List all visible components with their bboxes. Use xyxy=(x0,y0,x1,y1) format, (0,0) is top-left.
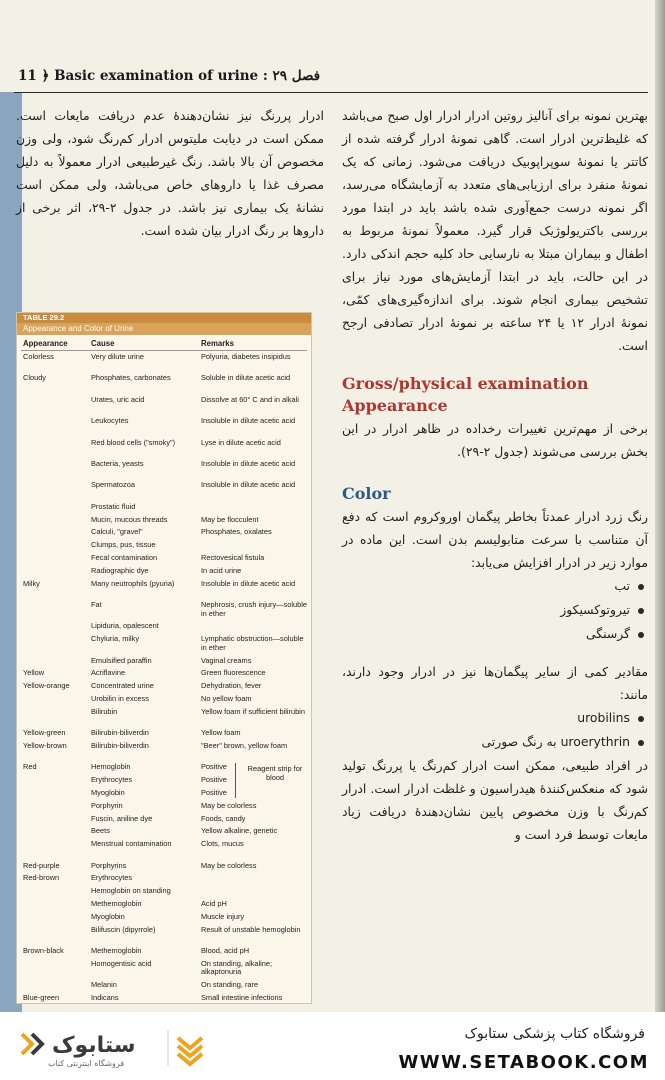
appearance-cell: Yellow-brown xyxy=(23,741,67,750)
cause-cell: Spermatozoa xyxy=(91,480,135,490)
header-title: Basic examination of urine xyxy=(54,68,259,84)
cause-cell: Hemoglobin on standing xyxy=(91,886,171,896)
left-column xyxy=(16,104,324,242)
cause-cell: Myoglobin xyxy=(91,911,125,921)
remarks-cell: May be colorless xyxy=(201,860,257,870)
pigments-paragraph: مقادیر کمی از سایر پیگمان‌ها نیز در ادرار وجود دارند، مانند: xyxy=(342,664,648,702)
cause-cell: Mucin, mucous threads xyxy=(91,514,168,524)
remarks-cell: Positive xyxy=(201,788,227,797)
appearance-cell: Red-purple xyxy=(23,860,60,870)
appearance-cell: Yellow-green xyxy=(23,728,66,738)
remarks-cell: Soluble in dilute acetic acid xyxy=(201,373,291,383)
appearance-cell: Yellow xyxy=(23,668,45,678)
cause-cell: Bilifuscin (dipyrrole) xyxy=(91,924,156,934)
appearance-heading: Appearance xyxy=(342,396,448,415)
appearance-cell: Milky xyxy=(23,578,40,588)
page-gutter xyxy=(655,0,665,1012)
store-footer xyxy=(0,1012,665,1080)
store-name: فروشگاه کتاب پزشکی ستابوک xyxy=(464,1026,645,1042)
remarks-cell: Insoluble in dilute acetic acid xyxy=(201,459,296,468)
urine-color-table xyxy=(16,312,312,1004)
cause-cell: Porphyrins xyxy=(91,860,127,870)
remarks-cell: May be colorless xyxy=(201,800,257,810)
cause-cell: Clumps, pus, tissue xyxy=(91,540,156,550)
cause-cell: Concentrated urine xyxy=(91,681,154,691)
header-left: 11 ﴿ Basic examination of urine : ۲۹ فصل xyxy=(18,68,321,84)
color-paragraph: رنگ زرد ادرار عمدتاً بخاطر پیگمان اوروکروم است که دفع آن متناسب با سرعت متابولیسم بدن است. این ماده در موارد زیر در ادرار افزایش می‌یابد: xyxy=(342,509,648,570)
remarks-cell: No yellow foam xyxy=(201,694,252,703)
cause-cell: Urates, uric acid xyxy=(91,394,145,404)
setabook-logo-icon xyxy=(18,1024,208,1070)
cause-cell: Fecal contamination xyxy=(91,553,158,562)
appearance-cell: Red-brown xyxy=(23,873,60,883)
page-number: 11 xyxy=(18,68,37,84)
remarks-cell: Insoluble in dilute acetic acid xyxy=(201,416,296,426)
closing-paragraph: در افراد طبیعی، ممکن است ادرار کم‌رنگ یا پررنگ تولید شود که منعکس‌کنندهٔ هیدراسیون و غلظت ادرار است. ادرار کم‌رنگ با وزن مخصوص پایین نشان‌دهندهٔ دریافت زیاد مایعات توسط فرد است و xyxy=(342,758,648,842)
cause-cell: Hemoglobin xyxy=(91,762,131,772)
left-paragraph: ادرار پررنگ نیز نشان‌دهندهٔ عدم دریافت مایعات است. ممکن است در دیابت ملیتوس ادرار کم‌رنگ شود، ولی وزن مخصوص آن بالا باشد. رنگ غیرطبیعی ادرار معمولاً به دلیل مصرف غذا یا داروهای خاص می‌باشد، ولی ممکن است نشانهٔ یک بیماری نیز باشد. در جدول ۲-۲۹، اثر برخی از داروها بر رنگ ادرار بیان شده است. xyxy=(16,108,324,238)
right-column xyxy=(342,104,648,846)
remarks-cell: Green fluorescence xyxy=(201,668,266,678)
list-item: urobilins xyxy=(342,706,630,730)
running-header xyxy=(14,62,648,93)
list-item: تب xyxy=(342,574,630,598)
cause-cell: Emulsified paraffin xyxy=(91,655,152,665)
remarks-cell: Dehydration, fever xyxy=(201,681,262,691)
remarks-cell: Nephrosis, crush injury—soluble in ether xyxy=(201,600,307,618)
brace-note: Reagent strip for blood xyxy=(247,764,303,782)
remarks-cell: Yellow foam xyxy=(201,728,241,738)
remarks-cell: Insoluble in dilute acetic acid xyxy=(201,480,296,490)
cause-cell: Bacteria, yeasts xyxy=(91,459,144,468)
pigment-list xyxy=(342,706,648,754)
appearance-cell: Brown-black xyxy=(23,946,64,955)
remarks-cell: Lyse in dilute acetic acid xyxy=(201,437,281,447)
brace-mark xyxy=(235,763,240,798)
remarks-cell: Foods, candy xyxy=(201,813,246,823)
appearance-cell: Cloudy xyxy=(23,373,47,383)
remarks-cell: On standing, alkaline; alkaptonuria xyxy=(201,958,273,977)
cause-cell: Porphyrin xyxy=(91,800,123,810)
remarks-cell: Dissolve at 60° C and in alkali xyxy=(201,394,299,404)
remarks-cell: May be flocculent xyxy=(201,514,259,524)
cause-cell: Radiographic dye xyxy=(91,565,149,575)
list-item: تیروتوکسیکوز xyxy=(342,598,630,622)
remarks-cell: Rectovesical fistula xyxy=(201,553,265,562)
remarks-cell: In acid urine xyxy=(201,565,242,575)
column-header-cause: Cause xyxy=(91,339,115,348)
header-rule xyxy=(21,350,307,351)
logo-wordmark: ستابوک xyxy=(52,1033,136,1058)
remarks-cell: Result of unstable hemoglobin xyxy=(201,924,301,934)
cause-cell: Fat xyxy=(91,600,102,609)
list-item: گرسنگی xyxy=(342,622,630,646)
cause-cell: Bilirubin xyxy=(91,706,118,716)
cause-cell: Very dilute urine xyxy=(91,352,144,361)
cause-cell: Myoglobin xyxy=(91,788,125,797)
cause-cell: Indicans xyxy=(91,993,119,1002)
remarks-cell: Yellow alkaline, genetic xyxy=(201,826,278,836)
store-url[interactable]: WWW.SETABOOK.COM xyxy=(398,1052,649,1073)
logo-subtitle: فروشگاه اینترنتی کتاب xyxy=(48,1059,125,1068)
remarks-cell: Blood, acid pH xyxy=(201,946,250,955)
cause-cell: Many neutrophils (pyuria) xyxy=(91,578,175,588)
appearance-paragraph: برخی از مهم‌ترین تغییرات رخداده در ظاهر ادرار در این بخش بررسی می‌شوند (جدول ۲-۲۹). xyxy=(342,421,648,459)
column-header-appearance: Appearance xyxy=(23,339,68,348)
cause-cell: Chyluria, milky xyxy=(91,634,140,644)
cause-cell: Beets xyxy=(91,826,110,836)
appearance-cell: Red xyxy=(23,762,37,772)
cause-cell: Erythrocytes xyxy=(91,775,133,785)
remarks-cell: Lymphatic obstruction—soluble in ether xyxy=(201,634,304,652)
remarks-cell: Small intestine infections xyxy=(201,993,283,1002)
remarks-cell: Positive xyxy=(201,775,227,785)
remarks-cell: Clots, mucus xyxy=(201,839,244,849)
list-item: uroerythrin به رنگ صورتی xyxy=(342,730,630,754)
cause-cell: Leukocytes xyxy=(91,416,129,426)
cause-cell: Methemoglobin xyxy=(91,946,142,955)
cause-cell: Bilirubin-biliverdin xyxy=(91,728,149,738)
cause-cell: Homogentisic acid xyxy=(91,958,152,968)
remarks-cell: On standing, rare xyxy=(201,980,259,990)
appearance-cell: Colorless xyxy=(23,352,54,361)
remarks-cell: Phosphates, oxalates xyxy=(201,527,272,537)
remarks-cell: Yellow foam if sufficient bilirubin xyxy=(201,706,305,716)
remarks-cell: Muscle injury xyxy=(201,911,245,921)
cause-cell: Fuscin, aniline dye xyxy=(91,813,153,823)
bullet-list xyxy=(342,574,648,646)
table-label: TABLE 29.2 xyxy=(17,313,311,323)
cause-cell: Lipiduria, opalescent xyxy=(91,621,159,631)
appearance-cell: Blue-green xyxy=(23,993,60,1002)
cause-cell: Red blood cells ("smoky") xyxy=(91,437,176,447)
remarks-cell: Vaginal creams xyxy=(201,655,252,665)
cause-cell: Erythrocytes xyxy=(91,873,133,883)
cause-cell: Melanin xyxy=(91,980,117,990)
remarks-cell: Positive xyxy=(201,762,227,772)
remarks-cell: Acid pH xyxy=(201,899,227,908)
cause-cell: Methemoglobin xyxy=(91,899,142,908)
cause-cell: Prostatic fluid xyxy=(91,501,136,511)
cause-cell: Menstrual contamination xyxy=(91,839,172,849)
chapter-number: ۲۹ xyxy=(272,68,288,84)
intro-paragraph: بهترین نمونه برای آنالیز روتین ادرار ادرار اول صبح می‌باشد که غلیظ‌ترین ادرار است. گاهی نمونهٔ ادرار گرفته شده از کاتتر یا نمونهٔ سوپراپوبیک دریافت می‌شود. زمانی که یک نمونهٔ منفرد برای ارزیابی‌های متعدد به آزمایشگاه می‌رسد، اگر نمونه درست جمع‌آوری شده باشد باید در ابتدا مورد بررسی باکتریولوژیک قرار گیرد. معمولاً نمونهٔ مربوط به اطفال و بیماران مبتلا به نارسایی حاد کلیه حجم اندکی دارد. در این حالت، باید در ابتدا آزمایش‌های مورد نیاز برای تشخیص بیماری انجام شوند. برای اندازه‌گیری‌های کمّی، نمونهٔ ادرار ۱۲ یا ۲۴ ساعته بر نمونهٔ ادرار تصادفی ارجح است. xyxy=(342,108,648,353)
cause-cell: Acriflavine xyxy=(91,668,126,678)
remarks-cell: Insoluble in dilute acetic acid xyxy=(201,578,296,588)
cause-cell: Phosphates, carbonates xyxy=(91,373,171,383)
column-header-remarks: Remarks xyxy=(201,339,234,348)
cause-cell: Bilirubin-biliverdin xyxy=(91,741,149,750)
cause-cell: Calculi, "gravel" xyxy=(91,527,143,537)
gross-exam-heading: Gross/physical examination xyxy=(342,374,589,393)
appearance-cell: Yellow-orange xyxy=(23,681,70,691)
remarks-cell: "Beer" brown, yellow foam xyxy=(201,741,288,750)
cause-cell: Urobilin in excess xyxy=(91,694,149,703)
remarks-cell: Polyuria, diabetes insipidus xyxy=(201,352,291,361)
table-title: Appearance and Color of Urine xyxy=(17,323,311,335)
color-heading: Color xyxy=(342,484,391,503)
